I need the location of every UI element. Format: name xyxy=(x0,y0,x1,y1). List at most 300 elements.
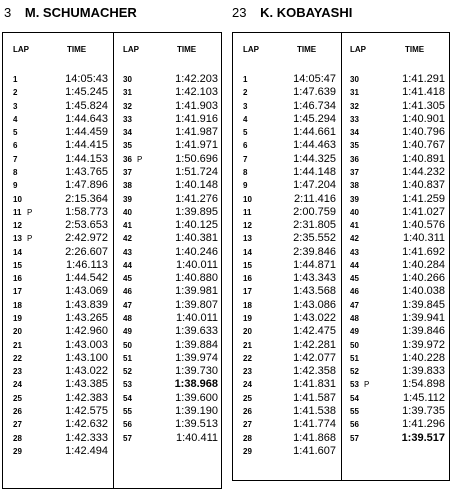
lap-number: 29 xyxy=(13,446,22,456)
lap-row xyxy=(123,179,218,192)
lap-row xyxy=(243,312,336,325)
lap-number: 38 xyxy=(123,181,132,191)
lap-row xyxy=(350,312,445,325)
lap-time: 1:42.358 xyxy=(293,365,336,378)
lap-number: 9 xyxy=(243,181,248,191)
lap-row xyxy=(350,299,445,312)
lap-time: 1:40.411 xyxy=(175,431,218,444)
lap-number: 33 xyxy=(350,114,359,124)
lap-time: 2:31.805 xyxy=(293,219,336,232)
lap-number: 47 xyxy=(123,300,132,310)
lap-number: 30 xyxy=(350,75,359,84)
lap-row xyxy=(243,126,336,139)
lap-number: 17 xyxy=(243,287,252,297)
lap-time: 1:39.730 xyxy=(175,365,218,378)
lap-number: 23 xyxy=(13,367,22,377)
lap-time: 1:41.538 xyxy=(293,405,336,417)
lap-number: 18 xyxy=(13,300,22,310)
lap-row xyxy=(123,339,218,352)
lap-number: 10 xyxy=(243,194,252,204)
lap-row xyxy=(13,153,108,166)
lap-row xyxy=(13,339,108,352)
lap-row xyxy=(123,126,218,139)
lap-row xyxy=(13,193,108,206)
lap-time: 1:45.245 xyxy=(65,86,108,99)
column-divider xyxy=(341,33,342,480)
lap-number: 10 xyxy=(13,194,22,204)
lap-row xyxy=(243,232,336,245)
lap-number: 6 xyxy=(13,141,18,151)
lap-number: 27 xyxy=(243,420,252,430)
lap-time: 2:53.653 xyxy=(65,219,108,232)
lap-time: 1:44.148 xyxy=(293,165,336,178)
lap-row xyxy=(13,206,108,219)
lap-number: 11 xyxy=(13,207,22,217)
lap-row xyxy=(350,179,445,192)
lap-time: 1:45.824 xyxy=(65,99,108,112)
lap-number: 55 xyxy=(123,407,132,416)
lap-number: 37 xyxy=(123,167,132,177)
lap-number: 54 xyxy=(123,393,132,403)
lap-number: 5 xyxy=(243,128,248,138)
lap-number: 51 xyxy=(123,353,132,363)
lap-row xyxy=(350,100,445,113)
lap-row xyxy=(350,219,445,232)
lap-row xyxy=(13,325,108,338)
best-lap-time: 1:38.968 xyxy=(174,378,218,391)
lap-row xyxy=(350,193,445,206)
lap-time: 1:39.895 xyxy=(175,205,218,218)
lap-number: 25 xyxy=(13,393,22,403)
lap-number: 25 xyxy=(243,393,252,403)
lap-row xyxy=(123,272,218,285)
lap-time: 1:41.831 xyxy=(293,378,336,391)
lap-number: 6 xyxy=(243,141,248,151)
lap-number: 8 xyxy=(243,167,248,177)
lap-time: 1:44.463 xyxy=(293,139,336,152)
lap-time: 1:40.901 xyxy=(402,112,445,125)
lap-time: 1:41.587 xyxy=(293,391,336,404)
lap-time: 1:45.112 xyxy=(402,391,445,404)
lap-row xyxy=(13,166,108,179)
lap-number: 34 xyxy=(123,128,132,138)
lap-number: 13 xyxy=(243,234,252,244)
lap-row xyxy=(123,113,218,126)
lap-time: 1:44.415 xyxy=(65,139,108,152)
lap-time: 1:42.077 xyxy=(293,351,336,364)
lap-row xyxy=(13,219,108,232)
lap-number: 52 xyxy=(123,367,132,377)
lap-number: 16 xyxy=(243,274,252,284)
lap-number: 48 xyxy=(123,314,132,324)
lap-number: 49 xyxy=(123,327,132,337)
lap-row xyxy=(13,405,108,418)
lap-row xyxy=(350,325,445,338)
lap-time: 1:44.153 xyxy=(65,152,108,165)
lap-number: 35 xyxy=(123,141,132,151)
lap-number: 11 xyxy=(243,207,252,217)
lap-number: 18 xyxy=(243,300,252,310)
lap-row xyxy=(350,432,445,445)
lap-row xyxy=(243,179,336,192)
lap-number: 36 xyxy=(350,154,359,164)
lap-row xyxy=(243,166,336,179)
lap-number: 40 xyxy=(123,207,132,217)
lap-row xyxy=(13,246,108,259)
lap-row xyxy=(350,246,445,259)
lap-number: 2 xyxy=(243,88,248,98)
lap-row xyxy=(123,365,218,378)
lap-time: 1:39.845 xyxy=(402,298,445,311)
lap-row xyxy=(13,86,108,99)
lap-number: 57 xyxy=(350,433,359,443)
lap-column-header: LAP xyxy=(350,45,366,54)
lap-number: 21 xyxy=(243,340,252,350)
lap-row xyxy=(123,246,218,259)
best-lap-time: 1:39.517 xyxy=(401,431,445,444)
lap-number: 44 xyxy=(350,260,359,270)
lap-time: 1:40.284 xyxy=(402,258,445,271)
lap-row xyxy=(13,378,108,391)
pit-stop-marker: P xyxy=(364,380,370,390)
lap-row xyxy=(123,259,218,272)
lap-row xyxy=(243,206,336,219)
lap-row xyxy=(243,392,336,405)
lap-time: 2:15.364 xyxy=(65,192,108,205)
lap-row xyxy=(350,259,445,272)
lap-time: 1:43.022 xyxy=(65,365,108,378)
lap-time: 1:41.259 xyxy=(402,192,445,205)
lap-number: 30 xyxy=(123,75,132,84)
lap-row xyxy=(123,193,218,206)
lap-number: 24 xyxy=(13,380,22,390)
lap-row xyxy=(350,166,445,179)
lap-time: 14:05:47 xyxy=(293,73,336,85)
lap-row xyxy=(13,179,108,192)
lap-row xyxy=(123,392,218,405)
lap-time: 1:43.385 xyxy=(65,378,108,391)
lap-time: 1:43.265 xyxy=(65,312,108,325)
lap-time: 1:41.971 xyxy=(175,139,218,152)
lap-time: 1:40.837 xyxy=(402,179,445,192)
lap-row xyxy=(123,418,218,431)
lap-time: 1:40.891 xyxy=(402,152,445,165)
pit-stop-marker: P xyxy=(27,234,33,244)
lap-row xyxy=(123,86,218,99)
lap-time: 1:39.600 xyxy=(175,391,218,404)
lap-number: 47 xyxy=(350,300,359,310)
lap-row xyxy=(13,445,108,458)
lap-row xyxy=(243,378,336,391)
lap-row xyxy=(350,232,445,245)
lap-time: 1:39.941 xyxy=(402,312,445,325)
lap-row xyxy=(350,153,445,166)
lap-time: 1:41.916 xyxy=(175,112,218,125)
lap-number: 54 xyxy=(350,393,359,403)
lap-number: 40 xyxy=(350,207,359,217)
lap-number: 56 xyxy=(350,420,359,430)
lap-time: 14:05:43 xyxy=(65,73,108,85)
lap-number: 28 xyxy=(243,433,252,443)
lap-row xyxy=(123,139,218,152)
lap-row xyxy=(13,392,108,405)
lap-row xyxy=(243,193,336,206)
lap-time: 1:40.228 xyxy=(402,351,445,364)
lap-number: 19 xyxy=(243,314,252,324)
lap-time: 1:45.294 xyxy=(293,112,336,125)
lap-time: 1:41.276 xyxy=(175,192,218,205)
lap-time: 1:41.868 xyxy=(293,431,336,444)
lap-number: 39 xyxy=(350,194,359,204)
lap-time: 1:46.113 xyxy=(65,258,108,271)
driver-header xyxy=(232,5,352,20)
lap-time: 1:51.724 xyxy=(175,165,218,178)
lap-number: 44 xyxy=(123,260,132,270)
pit-stop-marker: P xyxy=(27,207,33,217)
lap-time: 1:42.103 xyxy=(175,86,218,99)
lap-time: 1:41.774 xyxy=(293,418,336,431)
lap-column-header: LAP xyxy=(243,45,259,54)
lap-row xyxy=(243,246,336,259)
lap-time: 1:44.542 xyxy=(65,272,108,285)
driver-name: K. KOBAYASHI xyxy=(260,5,353,20)
lap-number: 42 xyxy=(123,234,132,244)
car-number: 3 xyxy=(4,5,12,20)
lap-number: 15 xyxy=(243,260,252,270)
lap-number: 4 xyxy=(13,114,18,124)
lap-number: 49 xyxy=(350,327,359,337)
lap-time: 1:47.639 xyxy=(293,86,336,99)
lap-time: 1:43.069 xyxy=(65,285,108,298)
lap-row xyxy=(243,445,336,458)
lap-time: 1:42.575 xyxy=(65,405,108,417)
lap-time: 1:47.204 xyxy=(293,179,336,192)
lap-time: 1:39.513 xyxy=(175,418,218,431)
lap-time: 1:39.974 xyxy=(175,351,218,364)
lap-time: 1:42.494 xyxy=(65,444,108,457)
lap-time: 1:40.038 xyxy=(402,285,445,298)
lap-time: 1:50.696 xyxy=(175,152,218,165)
lap-row xyxy=(350,378,445,391)
lap-number: 21 xyxy=(13,340,22,350)
lap-row xyxy=(123,405,218,418)
lap-time: 1:40.246 xyxy=(175,245,218,258)
lap-number: 14 xyxy=(13,247,22,257)
lap-number: 37 xyxy=(350,167,359,177)
lap-row xyxy=(350,73,445,86)
lap-number: 32 xyxy=(123,101,132,111)
lap-time: 1:42.333 xyxy=(65,431,108,444)
lap-time: 1:40.576 xyxy=(402,219,445,232)
lap-row xyxy=(243,365,336,378)
lap-number: 9 xyxy=(13,181,18,191)
lap-time: 1:42.475 xyxy=(293,325,336,338)
lap-time: 1:44.459 xyxy=(65,126,108,139)
lap-number: 46 xyxy=(123,287,132,297)
lap-row xyxy=(243,153,336,166)
lap-number: 29 xyxy=(243,446,252,456)
time-column-header: TIME xyxy=(177,45,197,54)
lap-row xyxy=(123,285,218,298)
lap-row xyxy=(13,113,108,126)
lap-time: 1:41.903 xyxy=(175,99,218,112)
lap-row xyxy=(13,352,108,365)
lap-number: 50 xyxy=(123,340,132,350)
lap-row xyxy=(243,219,336,232)
lap-time: 1:39.807 xyxy=(175,298,218,311)
lap-row xyxy=(123,299,218,312)
lap-number: 19 xyxy=(13,314,22,324)
lap-time: 1:40.125 xyxy=(175,219,218,232)
lap-number: 4 xyxy=(243,114,248,124)
lap-number: 26 xyxy=(243,407,252,416)
lap-row xyxy=(123,166,218,179)
lap-time: 1:46.734 xyxy=(293,99,336,112)
lap-time: 1:42.281 xyxy=(293,338,336,351)
lap-time: 1:44.232 xyxy=(402,165,445,178)
lap-number: 20 xyxy=(13,327,22,337)
lap-time: 2:42.972 xyxy=(65,232,108,245)
driver-header xyxy=(4,5,137,20)
lap-row xyxy=(13,418,108,431)
lap-time: 1:41.607 xyxy=(293,444,336,457)
lap-row xyxy=(243,352,336,365)
lap-number: 36 xyxy=(123,154,132,164)
lap-number: 8 xyxy=(13,167,18,177)
lap-row xyxy=(243,325,336,338)
lap-number: 31 xyxy=(350,88,359,98)
lap-number: 1 xyxy=(13,75,18,84)
lap-time: 1:41.296 xyxy=(402,418,445,431)
lap-row xyxy=(13,285,108,298)
lap-number: 22 xyxy=(243,353,252,363)
lap-time: 2:00.759 xyxy=(293,205,336,218)
lap-row xyxy=(243,432,336,445)
lap-row xyxy=(243,418,336,431)
lap-row xyxy=(13,73,108,86)
lap-row xyxy=(123,312,218,325)
lap-number: 42 xyxy=(350,234,359,244)
car-number: 23 xyxy=(232,5,247,20)
lap-number: 17 xyxy=(13,287,22,297)
lap-number: 55 xyxy=(350,407,359,416)
lap-row xyxy=(243,285,336,298)
lap-time: 1:54.898 xyxy=(402,378,445,391)
time-column-header: TIME xyxy=(67,45,87,54)
lap-number: 3 xyxy=(243,101,248,111)
lap-row xyxy=(350,206,445,219)
lap-row xyxy=(123,232,218,245)
lap-time: 1:43.765 xyxy=(65,165,108,178)
lap-time: 1:44.643 xyxy=(65,112,108,125)
lap-time: 2:11.416 xyxy=(293,192,336,205)
lap-row xyxy=(243,339,336,352)
lap-time: 1:42.383 xyxy=(65,391,108,404)
lap-row xyxy=(123,352,218,365)
lap-number: 16 xyxy=(13,274,22,284)
lap-times-table xyxy=(232,32,450,481)
lap-number: 38 xyxy=(350,181,359,191)
lap-row xyxy=(350,126,445,139)
lap-row xyxy=(243,86,336,99)
lap-row xyxy=(13,100,108,113)
lap-time: 1:40.767 xyxy=(402,139,445,152)
lap-number: 34 xyxy=(350,128,359,138)
lap-time: 1:41.418 xyxy=(402,86,445,99)
lap-row xyxy=(350,113,445,126)
lap-number: 51 xyxy=(350,353,359,363)
lap-time: 1:58.773 xyxy=(65,205,108,218)
lap-number: 22 xyxy=(13,353,22,363)
lap-time: 1:41.987 xyxy=(175,126,218,139)
time-column-header: TIME xyxy=(405,45,425,54)
lap-time: 1:40.311 xyxy=(402,232,445,245)
lap-number: 26 xyxy=(13,407,22,416)
lap-row xyxy=(123,73,218,86)
lap-time: 1:44.661 xyxy=(293,126,336,139)
lap-row xyxy=(123,206,218,219)
lap-column-header: LAP xyxy=(123,45,139,54)
lap-time: 1:39.833 xyxy=(402,365,445,378)
lap-number: 24 xyxy=(243,380,252,390)
lap-row xyxy=(243,299,336,312)
lap-time: 1:39.190 xyxy=(175,405,218,417)
lap-row xyxy=(13,259,108,272)
driver-name: M. SCHUMACHER xyxy=(24,5,137,20)
lap-number: 12 xyxy=(243,221,252,231)
lap-number: 27 xyxy=(13,420,22,430)
lap-row xyxy=(13,139,108,152)
lap-number: 33 xyxy=(123,114,132,124)
lap-row xyxy=(13,365,108,378)
lap-time: 1:39.884 xyxy=(175,338,218,351)
lap-number: 43 xyxy=(123,247,132,257)
lap-time: 1:39.972 xyxy=(402,338,445,351)
lap-number: 1 xyxy=(243,75,248,84)
lap-row xyxy=(243,73,336,86)
lap-time: 1:40.011 xyxy=(175,312,218,325)
lap-row xyxy=(123,378,218,391)
lap-time: 1:40.381 xyxy=(175,232,218,245)
lap-number: 53 xyxy=(123,380,132,390)
lap-number: 43 xyxy=(350,247,359,257)
lap-time: 1:39.846 xyxy=(402,325,445,338)
lap-row xyxy=(123,219,218,232)
lap-number: 45 xyxy=(123,274,132,284)
lap-time: 1:41.291 xyxy=(402,73,445,85)
lap-number: 12 xyxy=(13,221,22,231)
lap-time: 2:39.846 xyxy=(293,245,336,258)
lap-row xyxy=(350,86,445,99)
lap-number: 5 xyxy=(13,128,18,138)
lap-number: 28 xyxy=(13,433,22,443)
lap-number: 32 xyxy=(350,101,359,111)
lap-row xyxy=(350,392,445,405)
lap-time: 1:41.305 xyxy=(402,99,445,112)
lap-time: 1:43.343 xyxy=(293,272,336,285)
pit-stop-marker: P xyxy=(137,154,143,164)
lap-time: 1:40.880 xyxy=(175,272,218,285)
lap-number: 31 xyxy=(123,88,132,98)
lap-time: 1:43.022 xyxy=(293,312,336,325)
lap-number: 57 xyxy=(123,433,132,443)
lap-times-table xyxy=(2,32,222,489)
lap-time: 2:35.552 xyxy=(293,232,336,245)
lap-row xyxy=(350,405,445,418)
lap-row xyxy=(243,259,336,272)
lap-number: 23 xyxy=(243,367,252,377)
lap-row xyxy=(350,365,445,378)
